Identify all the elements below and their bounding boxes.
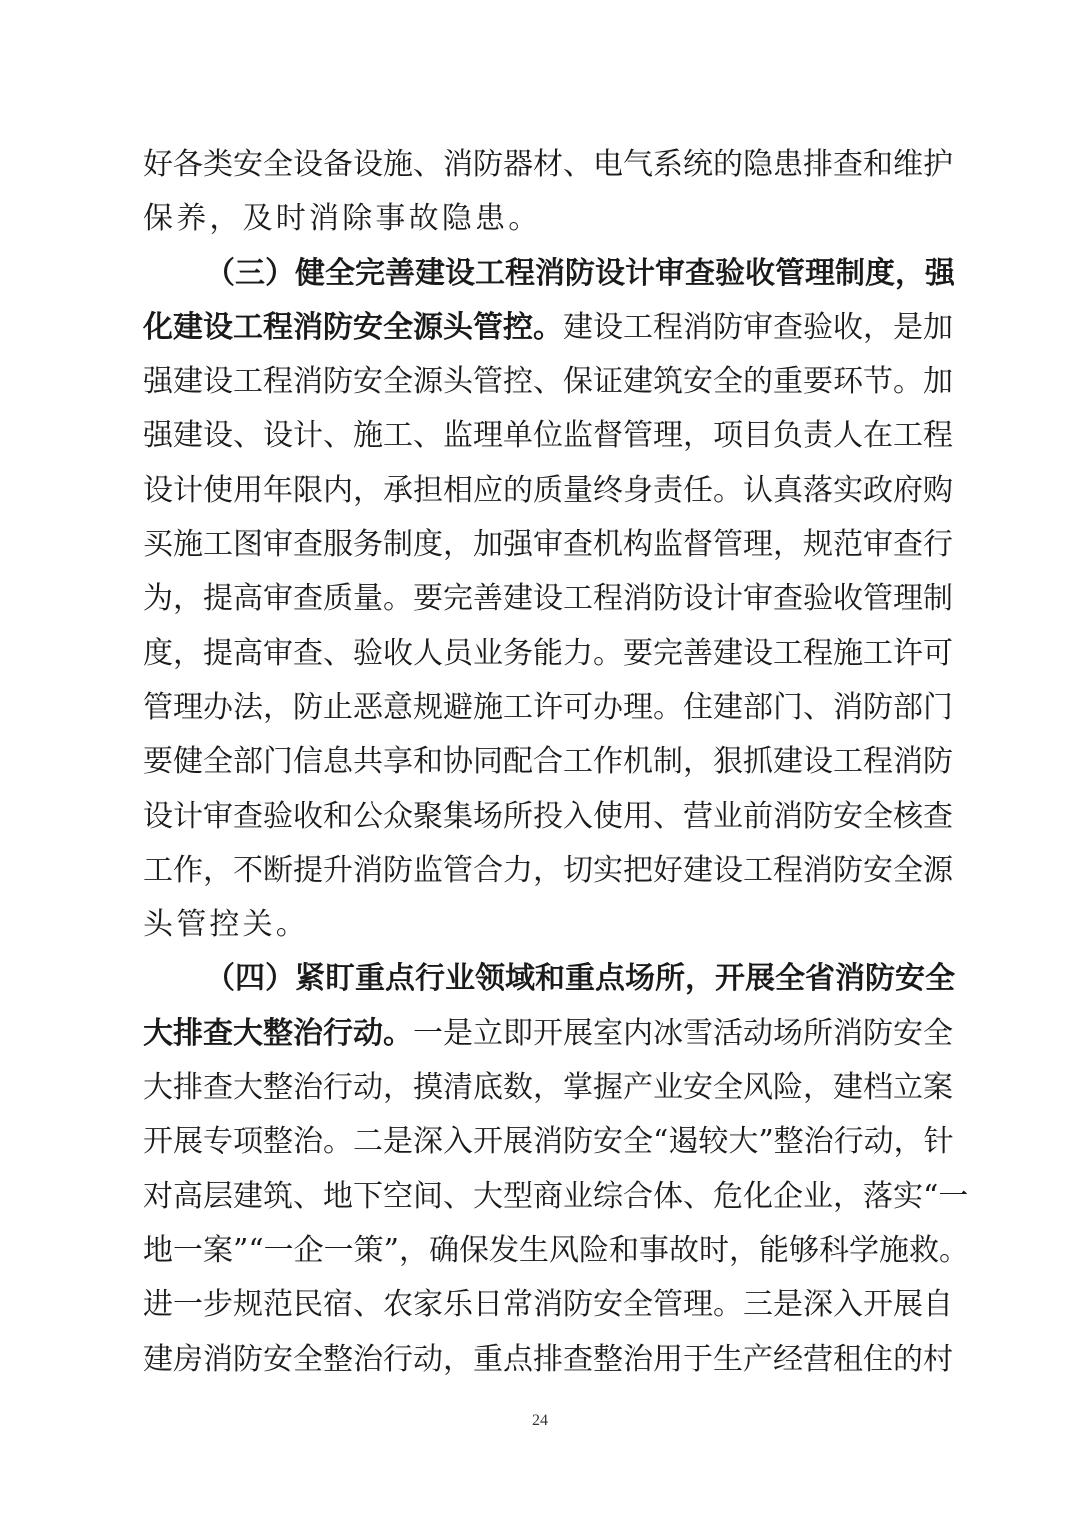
body-text-run: 设计使用年限内，承担相应的质量终身责任。认真落实政府购 xyxy=(143,472,953,508)
body-text-run: 一是立即开展室内冰雪活动场所消防安全 xyxy=(413,1015,953,1051)
body-text-run: 强建设工程消防安全源头管控、保证建筑安全的重要环节。加 xyxy=(143,364,953,400)
bold-heading-text: 大排查大整治行动。 xyxy=(143,1015,413,1051)
text-line xyxy=(143,192,943,246)
body-text-run: 进一步规范民宿、农家乐日常消防安全管理。三是深入开展自 xyxy=(143,1287,953,1323)
text-line xyxy=(143,1115,954,1169)
body-text xyxy=(143,138,970,1387)
body-text-run: 度，提高审查、验收人员业务能力。要完善建设工程施工许可 xyxy=(143,635,953,671)
text-line xyxy=(143,1224,970,1278)
text-line xyxy=(143,301,953,355)
text-line xyxy=(143,1170,969,1224)
text-line xyxy=(143,898,943,952)
body-text-run: 建设工程消防审查验收，是加 xyxy=(563,309,953,345)
body-text-run: 工作，不断提升消防监管合力，切实把好建设工程消防安全源 xyxy=(143,852,953,888)
body-text-run: 开展专项整治。二是深入开展消防安全“遏较大”整治行动，针 xyxy=(143,1124,954,1160)
text-line xyxy=(143,952,955,1006)
body-text-run: 好各类安全设备设施、消防器材、电气系统的隐患排查和维护 xyxy=(143,147,953,182)
text-line xyxy=(143,138,953,192)
bold-heading-text: 化建设工程消防安全源头管控。 xyxy=(143,309,563,345)
text-line xyxy=(143,572,953,626)
bold-heading-text: （四）紧盯重点行业领域和重点场所，开展全省消防安全 xyxy=(205,961,955,997)
text-line xyxy=(143,1007,953,1061)
text-line xyxy=(143,844,953,898)
text-line xyxy=(143,1278,953,1332)
body-text-run: 为，提高审查质量。要完善建设工程消防设计审查验收管理制 xyxy=(143,581,953,617)
body-text-run: 大排查大整治行动，摸清底数，掌握产业安全风险，建档立案 xyxy=(143,1070,953,1106)
text-line xyxy=(143,247,955,301)
text-line xyxy=(143,1061,953,1115)
body-text-run: 建房消防安全整治行动，重点排查整治用于生产经营租住的村 xyxy=(143,1341,953,1377)
text-line xyxy=(143,735,953,789)
page-number: 24 xyxy=(532,1412,548,1429)
text-line xyxy=(143,681,953,735)
body-text-run: 强建设、设计、施工、监理单位监督管理，项目负责人在工程 xyxy=(143,418,953,454)
body-text-run: 要健全部门信息共享和协同配合工作机制，狠抓建设工程消防 xyxy=(143,744,953,780)
text-line xyxy=(143,355,953,409)
text-line xyxy=(143,464,953,518)
bold-heading-text: （三）健全完善建设工程消防设计审查验收管理制度，强 xyxy=(205,255,955,291)
body-text-run: 保养，及时消除事故隐患。 xyxy=(143,201,542,237)
text-line xyxy=(143,627,953,681)
body-text-run: 对高层建筑、地下空间、大型商业综合体、危化企业，落实“一 xyxy=(143,1178,969,1214)
text-line xyxy=(143,409,953,463)
body-text-run: 头管控关。 xyxy=(143,907,309,943)
body-text-run: 地一案”“一企一策”，确保发生风险和事故时，能够科学施救。 xyxy=(143,1232,970,1268)
body-text-run: 买施工图审查服务制度，加强审查机构监督管理，规范审查行 xyxy=(143,527,953,563)
body-text-run: 设计审查验收和公众聚集场所投入使用、营业前消防安全核查 xyxy=(143,798,953,834)
text-line xyxy=(143,1333,953,1387)
text-line xyxy=(143,790,953,844)
text-line xyxy=(143,518,953,572)
body-text-run: 管理办法，防止恶意规避施工许可办理。住建部门、消防部门 xyxy=(143,689,953,725)
